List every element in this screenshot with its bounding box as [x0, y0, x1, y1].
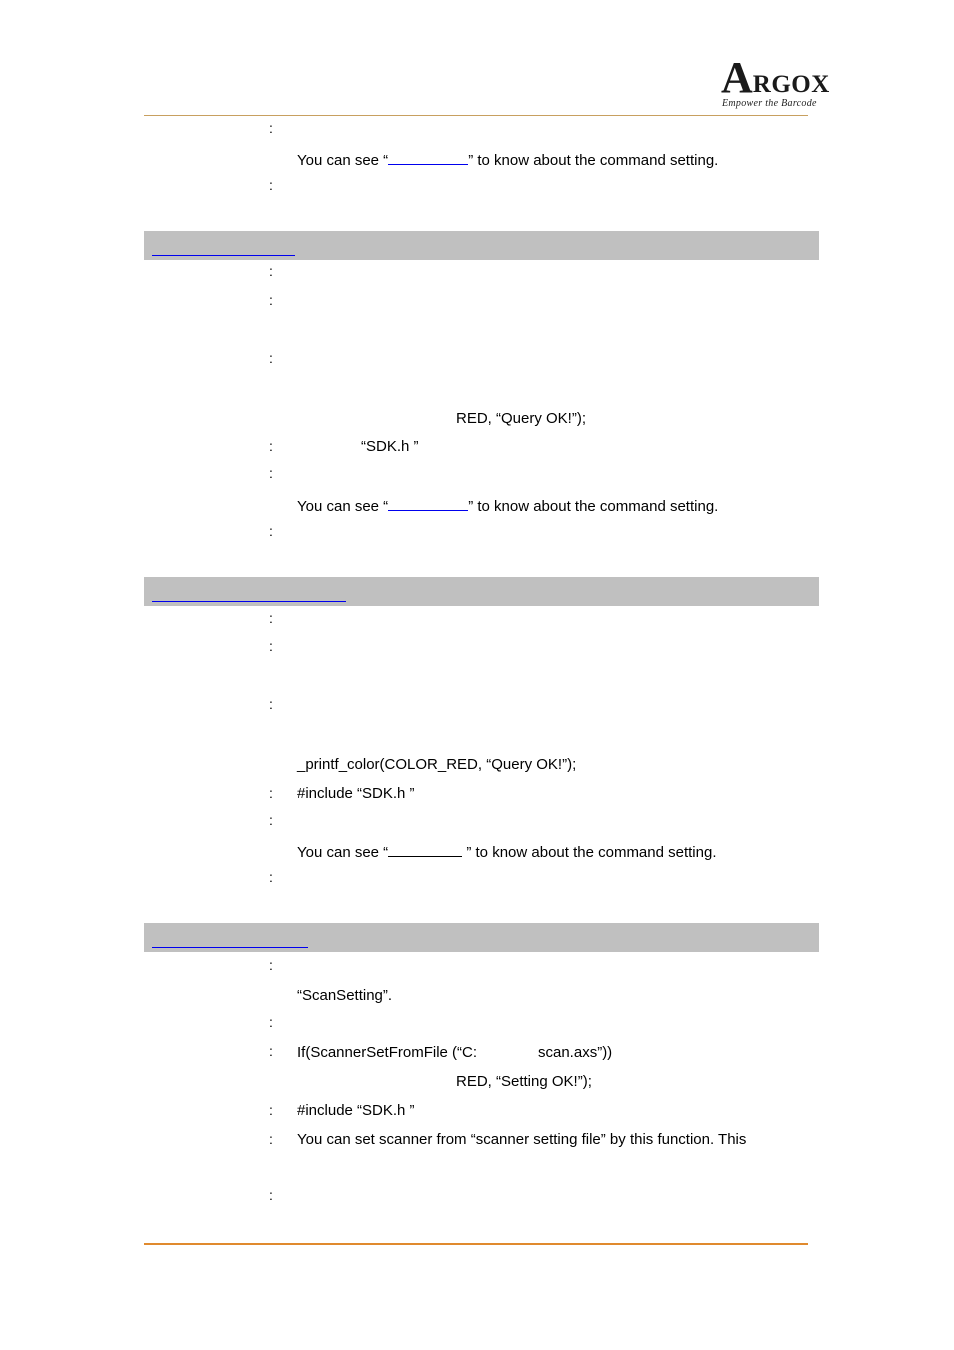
see-suffix: ” to know about the command setting. [462, 844, 717, 861]
field-colon: : [269, 1102, 273, 1118]
field-colon: : [269, 638, 273, 654]
field-colon: : [269, 1014, 273, 1030]
logo-rest: RGOX [752, 71, 830, 98]
field-colon: : [269, 785, 273, 801]
section-title-link[interactable] [152, 947, 308, 948]
include-line: #include “SDK.h ” [297, 785, 415, 802]
footer-rule [144, 1243, 808, 1245]
section-header-band [144, 923, 819, 952]
reference-link[interactable] [388, 496, 468, 511]
field-colon: : [269, 812, 273, 828]
include-line: “SDK.h ” [361, 438, 419, 455]
remark-text: You can set scanner from “scanner setting file” by this function. This [297, 1131, 747, 1148]
logo-tagline: Empower the Barcode [722, 98, 817, 109]
field-colon: : [269, 120, 273, 136]
example-code-line: If(ScannerSetFromFile (“C: [297, 1044, 478, 1061]
field-colon: : [269, 696, 273, 712]
field-colon: : [269, 177, 273, 193]
example-code-line: RED, “Query OK!”); [456, 410, 587, 427]
example-code-line-path: scan.axs”)) [538, 1044, 613, 1061]
see-suffix: ” to know about the command setting. [468, 152, 719, 169]
field-colon: : [269, 869, 273, 885]
remark-text [297, 842, 717, 861]
example-code-line: RED, “Setting OK!”); [456, 1073, 592, 1090]
logo-initial: A [721, 53, 753, 102]
reference-link[interactable] [388, 150, 468, 165]
parameter-text: “ScanSetting”. [297, 987, 393, 1004]
section-header-band [144, 577, 819, 606]
logo-wordmark [721, 53, 830, 102]
field-colon: : [269, 1131, 273, 1147]
field-colon: : [269, 1187, 273, 1203]
section-title-link[interactable] [152, 255, 295, 256]
field-colon: : [269, 1043, 273, 1059]
see-suffix: ” to know about the command setting. [468, 498, 719, 515]
include-line: #include “SDK.h ” [297, 1102, 415, 1119]
example-code-line: _printf_color(COLOR_RED, “Query OK!”); [297, 756, 577, 773]
see-prefix: You can see “ [297, 152, 389, 169]
header-rule [144, 115, 808, 116]
remark-text [297, 150, 718, 169]
reference-blank [388, 842, 462, 857]
field-colon: : [269, 957, 273, 973]
field-colon: : [269, 350, 273, 366]
field-colon: : [269, 523, 273, 539]
section-title-link[interactable] [152, 601, 346, 602]
see-prefix: You can see “ [297, 844, 389, 861]
section-header-band [144, 231, 819, 260]
field-colon: : [269, 438, 273, 454]
see-prefix: You can see “ [297, 498, 389, 515]
remark-text [297, 496, 718, 515]
field-colon: : [269, 465, 273, 481]
argox-logo [721, 53, 831, 112]
field-colon: : [269, 292, 273, 308]
field-colon: : [269, 610, 273, 626]
field-colon: : [269, 263, 273, 279]
